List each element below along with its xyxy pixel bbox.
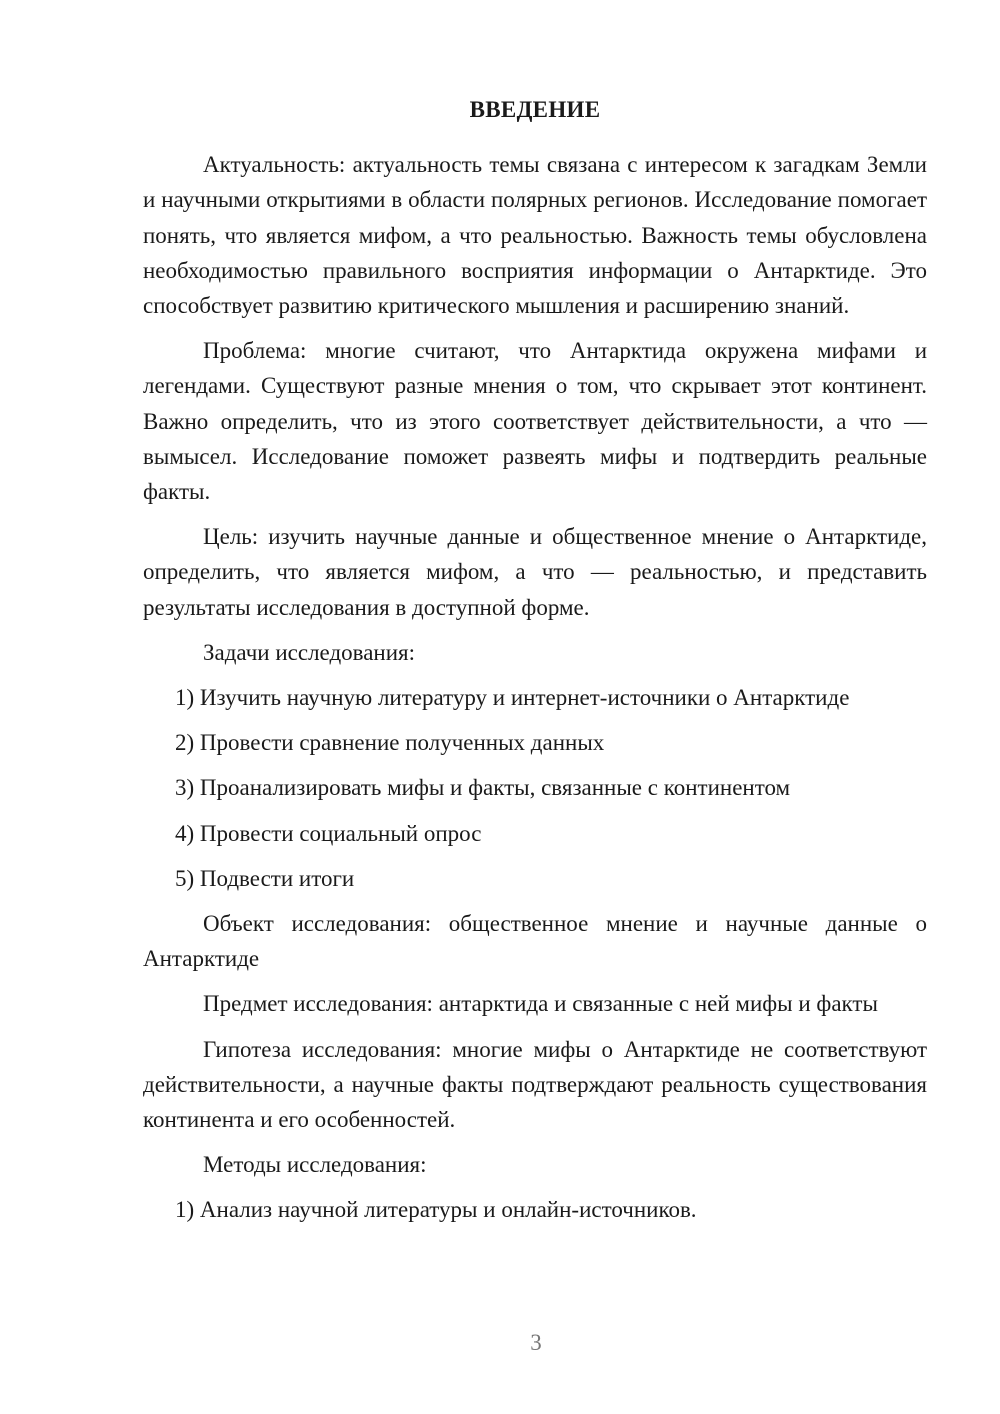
- list-item: 2) Провести сравнение полученных данных: [175, 730, 605, 756]
- tasks-heading: Задачи исследования:: [203, 639, 416, 665]
- problem-paragraph: Проблема: многие считают, что Антарктида окружена мифами и легендами. Существуют разные мнения о том, что скрывает этот континент. Важно определить, что из этого соответствует действительности, а что — вымысел. Исследование поможет развеять мифы и подтвердить реальные факты.: [143, 338, 927, 505]
- list-item: 3) Проанализировать мифы и факты, связанные с континентом: [175, 775, 791, 801]
- list-item: 5) Подвести итоги: [175, 865, 355, 891]
- list-item: 4) Провести социальный опрос: [175, 820, 482, 846]
- subject-paragraph: Предмет исследования: антарктида и связанные с ней мифы и факты: [203, 991, 878, 1017]
- hypothesis-paragraph: Гипотеза исследования: многие мифы о Антарктиде не соответствуют действительности, а научные факты подтверждают реальность существования континента и его особенностей.: [143, 1036, 927, 1133]
- relevance-paragraph: Актуальность: актуальность темы связана с интересом к загадкам Земли и научными открытиями в области полярных регионов. Исследование помогает понять, что является мифом, а что реальностью. Важность темы обусловлена необходимостью правильного восприятия информации о Антарктиде. Это способствует развитию критического мышления и расширению знаний.: [143, 152, 927, 319]
- methods-list: [143, 1192, 927, 1227]
- tasks-list: [143, 680, 927, 896]
- goal-paragraph: Цель: изучить научные данные и общественное мнение о Антарктиде, определить, что является мифом, а что — реальностью, и представить результаты исследования в доступной форме.: [143, 524, 927, 620]
- page-content: [143, 92, 927, 1238]
- page-title: ВВЕДЕНИЕ: [469, 97, 601, 122]
- object-paragraph: Объект исследования: общественное мнение и научные данные о Антарктиде: [143, 911, 927, 972]
- list-item: 1) Изучить научную литературу и интернет-источники о Антарктиде: [175, 685, 850, 711]
- list-item: 1) Анализ научной литературы и онлайн-источников.: [175, 1197, 697, 1223]
- methods-heading: Методы исследования:: [203, 1152, 427, 1178]
- page-number: 3: [530, 1330, 542, 1355]
